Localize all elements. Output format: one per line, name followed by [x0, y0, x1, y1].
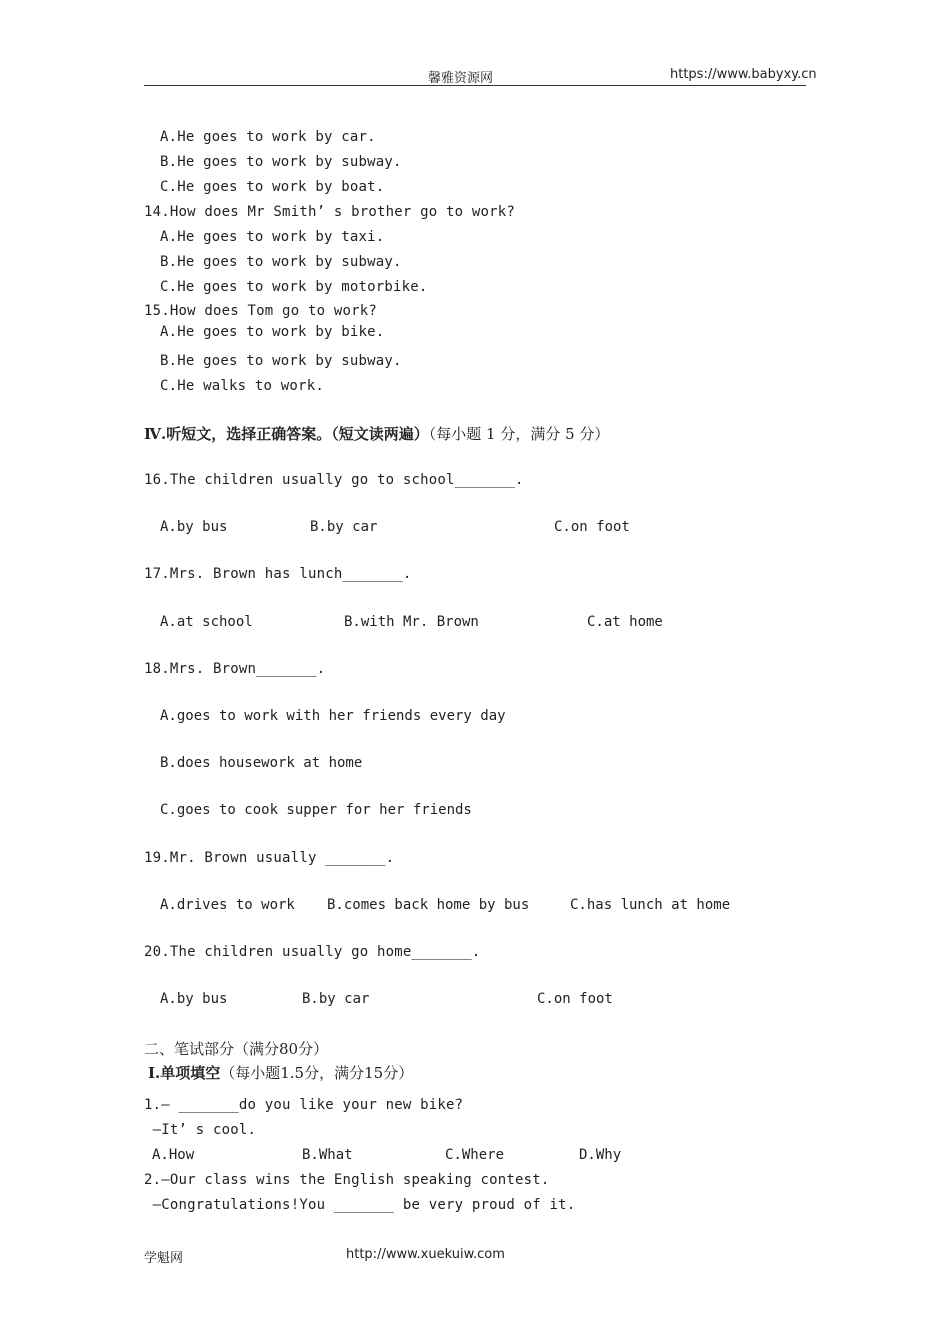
p2q1-option-d: D.Why — [579, 1147, 622, 1163]
q20-option-a: A.by bus — [160, 991, 228, 1007]
q15-option-b: B.He goes to work by subway. — [160, 353, 402, 369]
q20-option-b: B.by car — [302, 991, 370, 1007]
q17-option-b: B.with Mr. Brown — [344, 614, 479, 630]
part2-section1-heading — [148, 1062, 413, 1083]
q17-stem: 17.Mrs. Brown has lunch_______. — [144, 566, 412, 582]
q16-option-b: B.by car — [310, 519, 378, 535]
q14-option-b: B.He goes to work by subway. — [160, 254, 402, 270]
q19-stem: 19.Mr. Brown usually _______. — [144, 850, 395, 866]
q17-option-c: C.at home — [587, 614, 663, 630]
q18-option-a: A.goes to work with her friends every day — [160, 708, 506, 724]
part2-title: 二、笔试部分（满分80分） — [144, 1040, 329, 1058]
footer-site-url[interactable]: http://www.xuekuiw.com — [346, 1247, 505, 1262]
q13-option-a: A.He goes to work by car. — [160, 129, 376, 145]
p2q1-option-b: B.What — [302, 1147, 353, 1163]
section4-title: Ⅳ.听短文，选择正确答案。（短文读两遍） — [144, 425, 429, 443]
section4-heading — [144, 423, 609, 444]
header-site-name: 馨雅资源网 — [428, 71, 494, 86]
q14-option-c: C.He goes to work by motorbike. — [160, 279, 428, 295]
p2q1-option-a: A.How — [152, 1147, 195, 1163]
p2q1-stem: 1.— _______do you like your new bike? — [144, 1097, 464, 1113]
q16-option-c: C.on foot — [554, 519, 630, 535]
section4-note: （每小题 1 分，满分 5 分） — [428, 425, 610, 443]
p2q2-stem: 2.—Our class wins the English speaking contest. — [144, 1172, 550, 1188]
p2q1-option-c: C.Where — [445, 1147, 505, 1163]
p2q2-reply: —Congratulations!You _______ be very proud of it. — [144, 1197, 576, 1213]
q18-option-b: B.does housework at home — [160, 755, 363, 771]
part2-section1-title: Ⅰ.单项填空 — [148, 1064, 221, 1082]
q15-option-c: C.He walks to work. — [160, 378, 324, 394]
q19-option-a: A.drives to work — [160, 897, 295, 913]
q17-option-a: A.at school — [160, 614, 253, 630]
header-site-url[interactable]: https://www.babyxy.cn — [670, 67, 817, 82]
q16-option-a: A.by bus — [160, 519, 228, 535]
q13-option-c: C.He goes to work by boat. — [160, 179, 385, 195]
q18-stem: 18.Mrs. Brown_______. — [144, 661, 326, 677]
q18-option-c: C.goes to cook supper for her friends — [160, 802, 472, 818]
q16-stem: 16.The children usually go to school_______. — [144, 472, 524, 488]
q14-question: 14.How does Mr Smith’ s brother go to work? — [144, 204, 516, 220]
q14-option-a: A.He goes to work by taxi. — [160, 229, 385, 245]
footer-site-name: 学魁网 — [144, 1251, 184, 1266]
q13-option-b: B.He goes to work by subway. — [160, 154, 402, 170]
q20-stem: 20.The children usually go home_______. — [144, 944, 481, 960]
q15-question: 15.How does Tom go to work? — [144, 303, 377, 319]
part2-section1-note: （每小题1.5分，满分15分） — [220, 1064, 414, 1082]
q19-option-b: B.comes back home by bus — [327, 897, 530, 913]
q15-option-a: A.He goes to work by bike. — [160, 324, 385, 340]
q20-option-c: C.on foot — [537, 991, 613, 1007]
header-divider — [144, 85, 806, 86]
p2q1-reply: —It’ s cool. — [144, 1122, 257, 1138]
q19-option-c: C.has lunch at home — [570, 897, 731, 913]
